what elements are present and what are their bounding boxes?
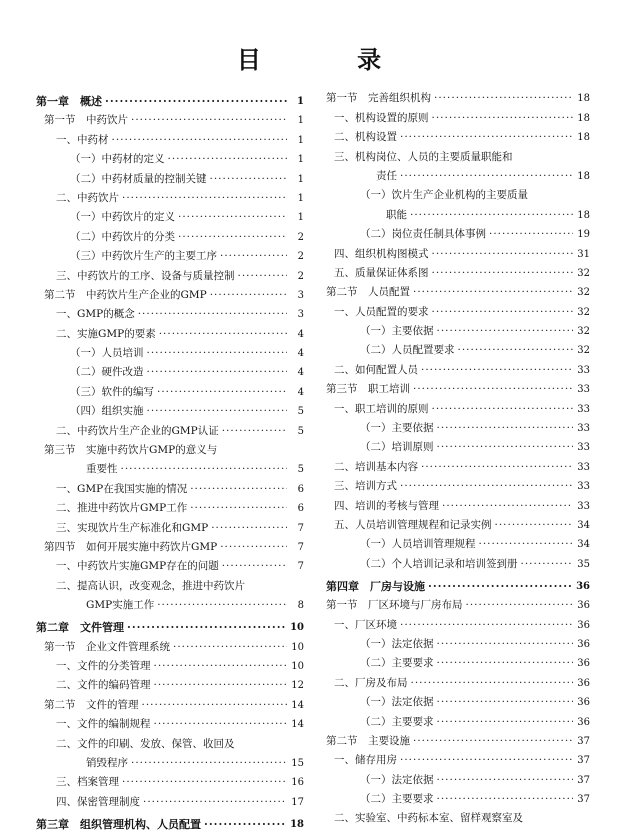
toc-chapter-entry <box>326 571 590 593</box>
toc-leader-dots <box>437 716 574 729</box>
toc-leader-dots <box>122 776 287 789</box>
toc-leader-dots <box>421 364 573 377</box>
toc-entry-title: 第三节 职工培训 <box>326 383 410 396</box>
toc-entry <box>326 280 590 299</box>
toc-entry <box>326 767 590 786</box>
toc-page-number: 4 <box>297 348 304 360</box>
toc-leader-dots <box>131 114 287 127</box>
toc-entry <box>326 593 590 612</box>
toc-entry <box>326 222 590 241</box>
toc-leader-dots <box>222 425 287 438</box>
toc-page-number: 7 <box>297 541 304 553</box>
toc-page-number: 33 <box>577 481 590 493</box>
toc-page-number: 37 <box>577 755 590 767</box>
toc-leader-dots <box>159 328 287 341</box>
toc-page-number: 7 <box>297 561 304 573</box>
toc-entry-title: （一）人员培训管理规程 <box>360 538 476 551</box>
toc-entry-title: （二）中药饮片的分类 <box>70 230 175 243</box>
toc-page-number: 5 <box>297 464 304 476</box>
toc-entry-title: 职能 <box>386 208 407 221</box>
toc-leader-dots <box>400 754 573 767</box>
toc-entry <box>326 377 590 396</box>
toc-leader-dots <box>147 347 288 360</box>
toc-entry-title: 三、中药饮片的工序、设备与质量控制 <box>56 269 235 282</box>
toc-leader-dots <box>400 619 573 632</box>
toc-page-number: 12 <box>291 680 304 692</box>
toc-page-number: 33 <box>577 442 590 454</box>
toc-entry <box>326 632 590 651</box>
toc-leader-dots <box>421 461 573 474</box>
toc-entry-title: 三、实现饮片生产标准化和GMP <box>56 521 209 534</box>
toc-page-number: 18 <box>577 93 590 105</box>
toc-page-number: 18 <box>290 818 304 830</box>
toc-page-number: 34 <box>577 539 590 551</box>
toc-entry <box>36 147 304 166</box>
toc-entry <box>326 105 590 124</box>
toc-leader-dots <box>143 796 287 809</box>
toc-leader-dots <box>400 480 573 493</box>
toc-page-number: 33 <box>577 384 590 396</box>
toc-page-number: 37 <box>577 735 590 747</box>
toc-page-number: 10 <box>291 641 304 653</box>
toc-page-number: 33 <box>577 423 590 435</box>
toc-page-number: 1 <box>297 192 304 204</box>
toc-page-number: 33 <box>577 461 590 473</box>
toc-entry <box>326 493 590 512</box>
toc-entry-title: 四、组织机构图模式 <box>334 247 429 260</box>
toc-leader-dots <box>413 286 573 299</box>
toc-entry <box>326 513 590 532</box>
toc-leader-dots <box>437 696 574 709</box>
toc-page-number: 1 <box>297 173 304 185</box>
toc-entry <box>36 166 304 185</box>
toc-leader-dots <box>238 270 288 283</box>
toc-leader-dots <box>432 112 574 125</box>
toc-entry-title: （三）中药饮片生产的主要工序 <box>70 250 217 263</box>
toc-leader-dots <box>178 231 287 244</box>
toc-entry <box>326 338 590 357</box>
toc-entry <box>36 515 304 534</box>
toc-right-column <box>326 86 590 825</box>
toc-page-number: 31 <box>577 248 590 260</box>
toc-page-number: 37 <box>577 794 590 806</box>
toc-entry-title: （一）法定依据 <box>360 696 434 709</box>
toc-leader-dots <box>428 580 573 593</box>
toc-entry <box>326 551 590 570</box>
toc-entry-title: 二、如何配置人员 <box>334 363 418 376</box>
toc-page-number: 1 <box>297 212 304 224</box>
toc-leader-dots <box>479 538 574 551</box>
toc-entry-title: 第四节 如何开展实施中药饮片GMP <box>44 540 218 553</box>
toc-entry <box>36 341 304 360</box>
toc-entry-title: （一）饮片生产企业机构的主要质量 <box>360 189 528 202</box>
toc-entry <box>326 651 590 670</box>
toc-page-number: 4 <box>297 328 304 340</box>
toc-page-number: 1 <box>297 134 304 146</box>
page-title: 目 录 <box>236 46 426 74</box>
toc-entry <box>36 634 304 653</box>
toc-entry <box>36 496 304 515</box>
toc-entry-title: 五、质量保证体系图 <box>334 266 429 279</box>
toc-leader-dots <box>157 386 287 399</box>
toc-entry-title: 二、提高认识，改变观念，推进中药饮片 <box>56 579 245 592</box>
toc-page-number: 1 <box>297 96 304 107</box>
toc-page-number: 32 <box>577 267 590 279</box>
toc-entry-title: 三、机构岗位、人员的主要质量职能和 <box>334 150 513 163</box>
toc-entry <box>36 224 304 243</box>
toc-entry-title: （二）岗位责任制具体事例 <box>360 228 486 241</box>
toc-entry <box>326 612 590 631</box>
toc-entry-title: 二、培训基本内容 <box>334 460 418 473</box>
toc-page-number: 5 <box>297 425 304 437</box>
toc-leader-dots <box>154 718 288 731</box>
toc-leader-dots <box>437 441 574 454</box>
toc-entry <box>36 476 304 495</box>
toc-entry-title: 一、储存用房 <box>334 754 397 767</box>
toc-entry <box>36 418 304 437</box>
toc-page-number: 3 <box>297 309 304 321</box>
toc-leader-dots <box>437 793 574 806</box>
toc-entry-title: （二）主要要求 <box>360 715 434 728</box>
toc-leader-dots <box>220 541 287 554</box>
toc-page-number: 33 <box>577 364 590 376</box>
toc-entry-title: 一、中药材 <box>56 133 109 146</box>
toc-page-number: 36 <box>577 697 590 709</box>
toc-entry-title: 第四章 厂房与设施 <box>326 579 425 593</box>
toc-leader-dots <box>466 599 574 612</box>
toc-leader-dots <box>204 818 287 831</box>
toc-entry <box>36 673 304 692</box>
toc-chapter-entry <box>36 612 304 634</box>
toc-leader-dots <box>127 621 287 634</box>
toc-entry-title: 第一节 完善组织机构 <box>326 92 431 105</box>
toc-entry-title: 一、中药饮片实施GMP存在的问题 <box>56 560 219 573</box>
toc-entry <box>36 438 304 457</box>
toc-page-number: 6 <box>297 503 304 515</box>
toc-page-number: 36 <box>577 716 590 728</box>
toc-entry <box>36 108 304 127</box>
toc-leader-dots <box>190 502 287 515</box>
toc-leader-dots <box>432 306 574 319</box>
toc-page-number: 36 <box>577 658 590 670</box>
toc-entry-title: 一、文件的编制规程 <box>56 718 151 731</box>
toc-entry-title: 二、机构设置 <box>334 131 397 144</box>
toc-leader-dots <box>437 422 574 435</box>
toc-entry <box>326 532 590 551</box>
toc-entry-title: 第二章 文件管理 <box>36 621 124 635</box>
toc-leader-dots <box>432 248 574 261</box>
toc-entry-title: 第二节 中药饮片生产企业的GMP <box>44 288 207 301</box>
toc-entry <box>326 416 590 435</box>
toc-entry <box>36 573 304 592</box>
toc-entry-title: 第二节 文件的管理 <box>44 698 139 711</box>
toc-entry <box>326 787 590 806</box>
toc-page-number: 32 <box>577 345 590 357</box>
toc-page-number: 33 <box>577 403 590 415</box>
toc-entry-title: 二、实施GMP的要素 <box>56 327 156 340</box>
toc-entry <box>326 357 590 376</box>
toc-leader-dots <box>458 344 574 357</box>
toc-entry-title: 五、人员培训管理规程和记录实例 <box>334 518 492 531</box>
toc-page-number: 15 <box>291 757 304 769</box>
toc-leader-dots <box>437 774 574 787</box>
toc-leader-dots <box>190 483 287 496</box>
toc-page-number: 35 <box>577 558 590 570</box>
toc-left-column <box>36 86 304 831</box>
toc-entry <box>326 144 590 163</box>
toc-page-number: 14 <box>291 699 304 711</box>
toc-entry <box>36 399 304 418</box>
toc-leader-dots <box>413 735 573 748</box>
toc-entry <box>36 127 304 146</box>
toc-entry-title: （一）人员培训 <box>70 347 144 360</box>
toc-entry <box>326 748 590 767</box>
toc-entry-title: （二）人员配置要求 <box>360 344 455 357</box>
toc-leader-dots <box>138 308 287 321</box>
toc-page-number: 33 <box>577 500 590 512</box>
toc-entry-title: 二、推进中药饮片GMP工作 <box>56 502 188 515</box>
toc-leader-dots <box>157 599 287 612</box>
toc-entry-title: 一、厂区环境 <box>334 618 397 631</box>
toc-entry <box>36 283 304 302</box>
toc-entry-title: 四、培训的考核与管理 <box>334 499 439 512</box>
toc-entry <box>326 86 590 105</box>
toc-page-number: 2 <box>297 231 304 243</box>
toc-leader-dots <box>222 560 287 573</box>
toc-entry-title: （二）中药材质量的控制关键 <box>70 172 207 185</box>
toc-entry <box>326 396 590 415</box>
toc-leader-dots <box>437 657 574 670</box>
toc-leader-dots <box>437 638 574 651</box>
toc-leader-dots <box>400 131 573 144</box>
toc-entry-title: （一）主要依据 <box>360 325 434 338</box>
toc-entry-title: 一、文件的分类管理 <box>56 659 151 672</box>
toc-leader-dots <box>142 699 288 712</box>
toc-entry-title: （一）主要依据 <box>360 422 434 435</box>
toc-leader-dots <box>400 170 573 183</box>
toc-entry <box>326 454 590 473</box>
toc-entry <box>326 319 590 338</box>
toc-entry <box>36 244 304 263</box>
toc-page-number: 18 <box>577 112 590 124</box>
toc-chapter-entry <box>36 809 304 831</box>
toc-entry-title: 第二节 人员配置 <box>326 286 410 299</box>
toc-page-number: 3 <box>297 289 304 301</box>
toc-page-number: 18 <box>577 209 590 221</box>
toc-page-number: 8 <box>297 600 304 612</box>
toc-chapter-entry <box>36 86 304 108</box>
toc-entry <box>36 321 304 340</box>
toc-entry <box>36 554 304 573</box>
toc-page-number: 10 <box>291 660 304 672</box>
toc-leader-dots <box>154 660 288 673</box>
toc-entry <box>36 712 304 731</box>
toc-leader-dots <box>147 366 288 379</box>
toc-entry-title: （一）法定依据 <box>360 773 434 786</box>
toc-page-number: 37 <box>577 774 590 786</box>
toc-entry-title: 一、GMP在我国实施的情况 <box>56 482 188 495</box>
toc-entry-title: 一、人员配置的要求 <box>334 305 429 318</box>
toc-entry <box>36 263 304 282</box>
toc-entry <box>326 299 590 318</box>
toc-leader-dots <box>432 267 574 280</box>
toc-leader-dots <box>413 383 573 396</box>
toc-leader-dots <box>411 677 574 690</box>
toc-entry-title: 二、厂房及布局 <box>334 676 408 689</box>
toc-entry <box>326 729 590 748</box>
toc-entry-title: （二）硬件改造 <box>70 366 144 379</box>
toc-entry-title: 二、文件的编码管理 <box>56 679 151 692</box>
toc-entry-title: 三、培训方式 <box>334 480 397 493</box>
toc-entry-title: 第一节 厂区环境与厂房布局 <box>326 599 463 612</box>
toc-entry <box>36 302 304 321</box>
toc-entry <box>326 241 590 260</box>
toc-page-number: 19 <box>577 229 590 241</box>
toc-page-number: 2 <box>297 251 304 263</box>
toc-leader-dots <box>131 757 287 770</box>
toc-page-number: 2 <box>297 270 304 282</box>
toc-leader-dots <box>122 192 287 205</box>
toc-entry-title: 销毁程序 <box>86 756 128 769</box>
toc-entry <box>36 770 304 789</box>
toc-page-number: 14 <box>291 719 304 731</box>
toc-entry <box>36 360 304 379</box>
toc-page-number: 36 <box>577 677 590 689</box>
toc-entry-title: （三）软件的编写 <box>70 385 154 398</box>
toc-entry-title: 一、GMP的概念 <box>56 308 135 321</box>
toc-entry <box>36 186 304 205</box>
toc-entry <box>326 690 590 709</box>
toc-leader-dots <box>210 173 288 186</box>
toc-entry-title: （一）中药饮片的定义 <box>70 211 175 224</box>
toc-leader-dots <box>147 405 288 418</box>
toc-entry <box>326 435 590 454</box>
toc-entry-title: 四、保密管理制度 <box>56 795 140 808</box>
toc-leader-dots <box>210 289 287 302</box>
toc-entry-title: 责任 <box>376 169 397 182</box>
toc-entry-title: （二）个人培训记录和培训签到册 <box>360 557 518 570</box>
toc-entry <box>326 202 590 221</box>
toc-page-number: 4 <box>297 367 304 379</box>
toc-entry-title: 二、中药饮片 <box>56 191 119 204</box>
toc-entry <box>36 789 304 808</box>
toc-entry-title: 第三章 组织管理机构、人员配置 <box>36 817 201 831</box>
toc-entry-title: GMP实施工作 <box>86 599 155 612</box>
toc-entry <box>36 457 304 476</box>
toc-entry-title: （一）中药材的定义 <box>70 153 165 166</box>
toc-page-number: 32 <box>577 306 590 318</box>
toc-page-number: 1 <box>297 115 304 127</box>
toc-entry-title: 二、实验室、中药标本室、留样观察室及 <box>334 812 523 825</box>
toc-page-number: 32 <box>577 287 590 299</box>
toc-entry-title: （二）主要要求 <box>360 793 434 806</box>
toc-entry-title: 第一节 中药饮片 <box>44 114 128 127</box>
toc-entry <box>36 731 304 750</box>
toc-page-number: 36 <box>577 600 590 612</box>
toc-entry <box>36 654 304 673</box>
toc-entry <box>326 670 590 689</box>
toc-page-number: 36 <box>576 580 590 592</box>
toc-leader-dots <box>178 211 287 224</box>
toc-entry-title: 第一章 概述 <box>36 95 102 108</box>
toc-leader-dots <box>121 463 288 476</box>
toc-entry-title: （二）培训原则 <box>360 441 434 454</box>
toc-leader-dots <box>173 641 287 654</box>
toc-entry-title: 二、文件的印刷、发放、保管、收回及 <box>56 737 235 750</box>
toc-entry <box>36 751 304 770</box>
toc-leader-dots <box>495 519 574 532</box>
toc-entry <box>36 692 304 711</box>
toc-page-number: 7 <box>297 522 304 534</box>
toc-page-number: 18 <box>577 132 590 144</box>
toc-page-number: 18 <box>577 170 590 182</box>
toc-entry <box>326 125 590 144</box>
toc-leader-dots <box>437 325 574 338</box>
toc-entry-title: （二）主要要求 <box>360 657 434 670</box>
toc-entry-title: 一、机构设置的原则 <box>334 111 429 124</box>
toc-page-number: 34 <box>577 519 590 531</box>
toc-leader-dots <box>442 500 573 513</box>
toc-page-number: 16 <box>291 777 304 789</box>
toc-page-number: 4 <box>297 386 304 398</box>
toc-entry-title: （四）组织实施 <box>70 405 144 418</box>
toc-page-number: 1 <box>297 154 304 166</box>
toc-leader-dots <box>489 228 573 241</box>
toc-leader-dots <box>410 209 573 222</box>
toc-leader-dots <box>432 403 574 416</box>
toc-entry <box>326 261 590 280</box>
toc-entry-title: 重要性 <box>86 463 118 476</box>
toc-entry-title: 第一节 企业文件管理系统 <box>44 640 170 653</box>
toc-page-number: 36 <box>577 619 590 631</box>
toc-entry-title: （一）法定依据 <box>360 637 434 650</box>
toc-entry <box>36 379 304 398</box>
toc-entry <box>326 806 590 825</box>
toc-leader-dots <box>105 95 287 108</box>
toc-leader-dots <box>434 92 573 105</box>
toc-page-number: 5 <box>297 406 304 418</box>
toc-entry-title: 三、档案管理 <box>56 776 119 789</box>
toc-leader-dots <box>112 134 288 147</box>
toc-entry <box>326 709 590 728</box>
toc-entry-title: 二、中药饮片生产企业的GMP认证 <box>56 424 219 437</box>
toc-entry <box>326 183 590 202</box>
toc-entry <box>326 474 590 493</box>
toc-leader-dots <box>521 558 574 571</box>
toc-leader-dots <box>220 250 287 263</box>
toc-entry <box>36 535 304 554</box>
toc-page-number: 36 <box>577 638 590 650</box>
toc-leader-dots <box>154 679 288 692</box>
toc-page-number: 32 <box>577 326 590 338</box>
toc-entry <box>326 164 590 183</box>
toc-page-number: 6 <box>297 483 304 495</box>
toc-page-number: 10 <box>290 622 304 634</box>
toc-entry <box>36 205 304 224</box>
toc-entry-title: 一、职工培训的原则 <box>334 402 429 415</box>
toc-entry <box>36 593 304 612</box>
toc-page-number: 17 <box>291 796 304 808</box>
toc-entry-title: 第三节 实施中药饮片GMP的意义与 <box>44 444 218 457</box>
toc-leader-dots <box>211 522 287 535</box>
toc-entry-title: 第二节 主要设施 <box>326 734 410 747</box>
toc-leader-dots <box>168 153 288 166</box>
